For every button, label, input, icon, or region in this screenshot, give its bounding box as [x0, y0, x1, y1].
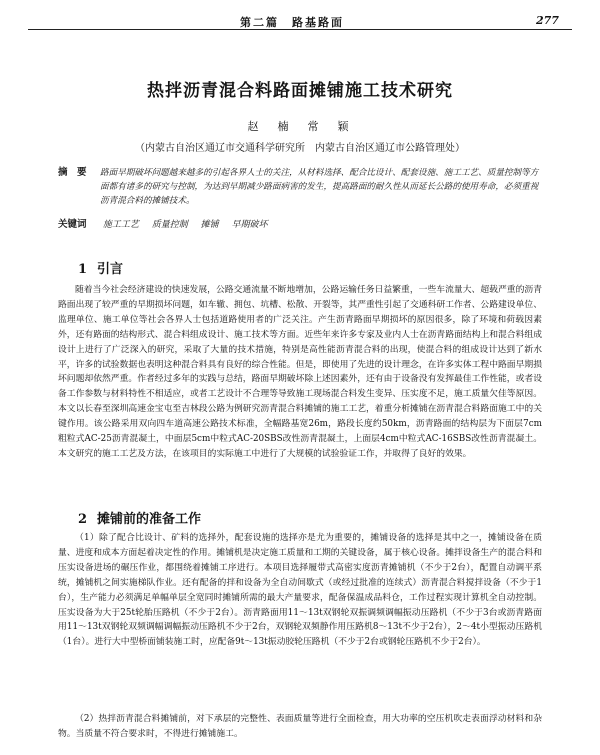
running-head-section: 第二篇 路基路面: [240, 16, 344, 29]
section-title: 引言: [97, 262, 124, 277]
keyword: 质量控制: [151, 220, 188, 230]
keyword: 摊铺: [200, 220, 219, 230]
article-title: 热拌沥青混合料路面摊铺施工技术研究: [147, 81, 453, 101]
section-title: 摊铺前的准备工作: [97, 512, 202, 527]
keywords-label: 关键词: [58, 219, 87, 230]
body-paragraph: 随着当今社会经济建设的快速发展，公路交通流量不断地增加，公路运输任务日益繁重，一些车流量大、超载严重的沥青路面出现了较严重的早期损坏问题，如车辙、拥包、坑槽、松散、开裂等，其严重性引起了交通科研工作者、公路建设单位、监理单位、施工单位等社会各界人士包括道路使用者的广泛关注。产生沥青路面早期损坏的原因很多，除了环境和荷载因素外，还有路面的结构形式、混合料组成设计、施工技术等方面。近些年来许多专家及业内人士在沥青路面结构上和混合料组成设计上进行了广泛深入的研究，采取了大量的技术措施，特别是高性能沥青混合料的出现，使混合料的组成设计达到了新水平，许多的试验数据也表明这种混合料具有良好的综合性能。但是，即使用了先进的设计理念，在许多实体工程中路面早期损坏问题却依然严重。作者经过多年的实践与总结，路面早期破坏除上述因素外，还有由于设备没有发挥最佳工作性能，或者设备工作参数与材料特性不相适应，或者工艺设计不合理等导致施工现场混合料发生变异、压实度不足，施工质量欠佳等原因。本文以长春至深圳高速金宝屯至吉林段公路为例研究沥青混合料摊铺的施工工艺，着重分析摊铺在沥青混合料路面施工中的关键作用。该公路采用双向四车道高速公路技术标准，全幅路基宽26m，路段长度约50km，沥青路面的结构层为下面层7cm粗粒式AC-25沥青混凝土，中面层5cm中粒式AC-20SBS改性沥青混凝土，上面层4cm中粒式AC-16SBS改性沥青混凝土。本文研究的施工工艺及方法，在该项目的实际施工中进行了大规模的试验验证工作，并取得了良好的效果。: [58, 285, 542, 459]
header-rule: [28, 29, 572, 30]
article-authors: 赵 楠 常 颖: [247, 120, 353, 133]
abstract-text: 路面早期破坏问题越来越多的引起各界人士的关注，从材料选择、配合比设计、配套设施、施工工艺、质量控制等方面都有诸多的研究与控制，为达到早期减少路面病害的发生，提高路面的耐久性从而延长公路的使用寿命，必须重视沥青混合料的摊铺技术。: [100, 168, 539, 206]
body-paragraph: （2）热拌沥青混合料摊铺前，对下承层的完整性、表面质量等进行全面检查，用大功率的空压机吹走表面浮动材料和杂物。当质量不符合要求时，不得进行摊铺施工。: [58, 714, 542, 739]
keyword: 早期破坏: [231, 220, 268, 230]
abstract-block: [58, 166, 542, 208]
section-number: 1: [78, 262, 88, 277]
keyword: 施工工艺: [102, 220, 139, 230]
section-heading-introduction: [78, 258, 123, 277]
keywords-block: [58, 216, 542, 230]
section-number: 2: [78, 512, 88, 527]
abstract-label: 摘 要: [58, 167, 87, 178]
section-heading-preparation: [78, 508, 201, 527]
body-paragraph: （1）除了配合比设计、矿料的选择外，配套设施的选择亦是尤为重要的，摊铺设备的选择是其中之一，摊铺设备在质量、进度和成本方面起着决定性的作用。摊铺机是决定施工质量和工期的关键设备，属于核心设备。摊拌设备生产的混合料和压实设备进场的碾压作业，都围绕着摊铺工序进行。本项目选择履带式高密实度沥青摊铺机（不少于2台），配置自动调平系统，摊铺机之间实施梯队作业。还有配备的拌和设备为全自动间歇式（或经过批准的连续式）沥青混合料搅拌设备（不少于1台），生产能力必须满足单幅单层全宽同时摊铺所需的最大产量要求，配备保温成品料仓，工作过程实现计算机全自动控制。压实设备为大于25t轮胎压路机（不少于2台）。沥青路面用11～13t双钢轮双振调频调幅振动压路机（不少于3台或沥青路面用11～13t双钢轮双频调幅调幅振动压路机不少于2台，双钢轮双频静作用压路机8～13t不少于2台），2～4t小型振动压路机（1台）。进行大中型桥面铺装施工时，应配备9t～13t振动胶轮压路机（不少于2台或钢轮压路机不少于2台）。: [58, 533, 542, 648]
page-number: 277: [536, 14, 559, 27]
article-affiliation: （内蒙古自治区通辽市交通科学研究所 内蒙古自治区通辽市公路管理处）: [135, 143, 465, 154]
